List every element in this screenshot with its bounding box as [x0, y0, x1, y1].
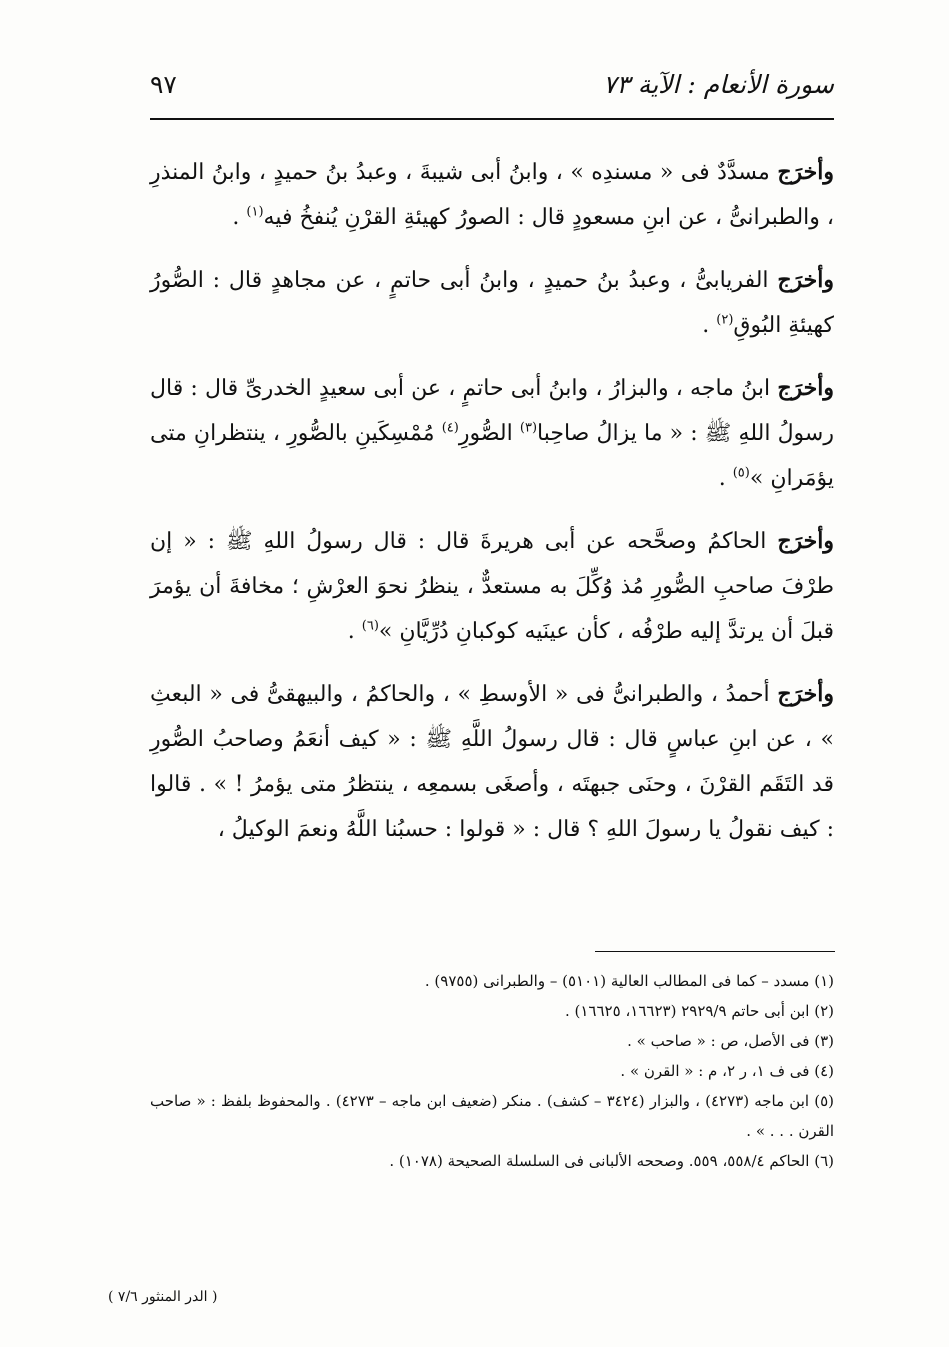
paragraph-text: ابنُ ماجه ، والبزارُ ، وابنُ أبى حاتمٍ ، عن أبى سعيدٍ الخدرىِّ قال : قال رسولُ اللهِ ﷺ : « ما يزالُ صاحِبا	[150, 376, 834, 446]
footnote-4: (٤) فى ف ١، ر ٢، م : « القرن » .	[620, 1062, 834, 1080]
page-number: ٩٧	[150, 70, 177, 99]
paragraph-3	[150, 366, 834, 501]
paragraph-tail: .	[232, 205, 247, 230]
footnote-5: (٥) ابن ماجه (٤٢٧٣) ، والبزار (٣٤٢٤ – كشف) . منكر (ضعيف ابن ماجه – ٤٢٧٣) . والمحفوظ بلفظ : « صاحب القرن . . . » .	[150, 1092, 834, 1140]
paragraph-2	[150, 258, 834, 348]
paragraph-5	[150, 672, 834, 852]
footnote-ref: (٥)	[732, 465, 750, 481]
paragraph-tail: .	[718, 466, 733, 491]
paragraph-tail: .	[702, 313, 717, 338]
paragraph-1	[150, 150, 834, 240]
body-text	[150, 150, 834, 870]
footnote-1: (١) مسدد – كما فى المطالب العالية (٥١٠١) – والطبرانى (٩٧٥٥) .	[424, 972, 834, 990]
paragraph-lead: وأخرَج	[777, 267, 834, 293]
footnote-ref: (٣)	[519, 420, 538, 436]
signature-mark: ( الدر المنثور ٧/٦ )	[108, 1289, 218, 1305]
paragraph-lead: وأخرَج	[777, 681, 834, 707]
paragraph-4	[150, 519, 834, 654]
footnote-ref: (٦)	[361, 618, 379, 634]
footnote-ref: (٤)	[441, 420, 459, 436]
footnote-2: (٢) ابن أبى حاتم ٢٩٢٩/٩ (١٦٦٢٣، ١٦٦٢٥) .	[564, 1002, 834, 1020]
paragraph-text: مُمْسِكَينِ بالصُّورِ ، ينتظرانِ متى يؤمَرانِ »	[150, 421, 834, 491]
header-rule	[150, 118, 834, 120]
footnote-ref: (١)	[246, 204, 264, 220]
paragraph-lead: وأخرَج	[777, 375, 834, 401]
paragraph-text: الصُّورِ	[458, 421, 520, 446]
footnote-6: (٦) الحاكم ٥٥٨/٤، ٥٥٩. وصححه الألبانى فى السلسلة الصحيحة (١٠٧٨) .	[389, 1152, 834, 1170]
paragraph-text: أحمدُ ، والطبرانىُّ فى « الأوسطِ » ، والحاكمُ ، والبيهقىُّ فى « البعثِ » ، عن ابنِ عباسٍ قال : قال رسولُ اللَّهِ ﷺ : « كيف أنعَمُ وصاحبُ الصُّورِ قد التَقَم القرْنَ ، وحنَى جبهتَه ، وأصغَى بسمعِه ، ينتظرُ متى يؤمرُ ! » . قالوا : كيف نقولُ يا رسولَ اللهِ ؟ قال : « قولوا : حسبُنا اللَّهُ ونعمَ الوكيلُ ،	[150, 682, 834, 842]
page-header	[150, 68, 834, 108]
footnotes	[150, 966, 834, 1176]
paragraph-lead: وأخرَج	[777, 528, 834, 554]
paragraph-text: مسدَّدٌ فى « مسندِه » ، وابنُ أبى شيبةَ ، وعبدُ بنُ حميدٍ ، وابنُ المنذرِ ، والطبرانىُّ ، عن ابنِ مسعودٍ قال : الصورُ كهيئةِ القرْنِ يُنفخُ فيه	[150, 160, 834, 230]
running-title: سورة الأنعام : الآية ٧٣	[603, 70, 834, 99]
footnote-ref: (٢)	[716, 312, 734, 328]
paragraph-text: الفريابىُّ ، وعبدُ بنُ حميدٍ ، وابنُ أبى حاتمٍ ، عن مجاهدٍ قال : الصُّورُ كهيئةِ البُوقِ	[150, 268, 834, 338]
paragraph-lead: وأخرَج	[777, 159, 834, 185]
footnote-rule	[595, 951, 835, 952]
paragraph-tail: .	[347, 619, 362, 644]
paragraph-text: الحاكمُ وصحَّحه عن أبى هريرةَ قال : قال رسولُ اللهِ ﷺ : « إن طرْفَ صاحبِ الصُّورِ مُذ وُكِّلَ به مستعدٌّ ، ينظرُ نحوَ العرْشِ ؛ مخافةَ أن يؤمرَ قبلَ أن يرتدَّ إليه طرْفُه ، كأن عينَيه كوكبانِ دُرِّيَّانِ »	[150, 529, 834, 644]
footnote-3: (٣) فى الأصل، ص : « صاحب » .	[627, 1032, 834, 1050]
